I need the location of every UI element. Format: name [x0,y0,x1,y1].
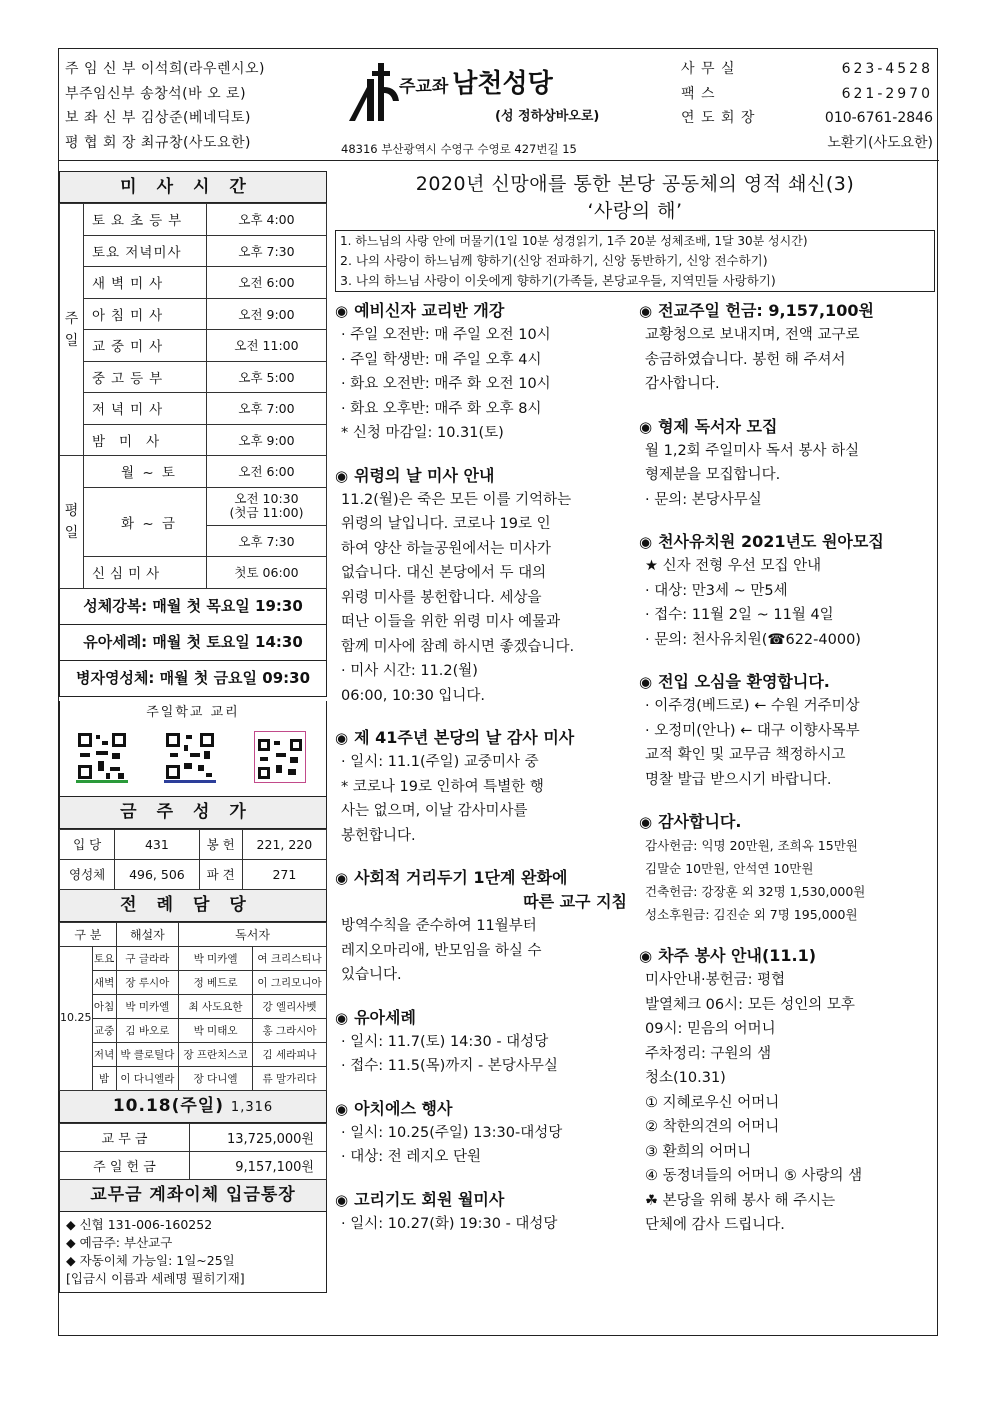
weekday-group-label: 평일 [60,456,84,589]
duty-commentator: 김 바오로 [116,1018,178,1042]
duty-reader: 류 말가리다 [253,1066,327,1090]
duty-commentator: 이 다니엘라 [116,1066,178,1090]
mass-name: 토요초등부 [84,204,207,236]
goal-item: 1. 하느님의 사랑 안에 머물기(1일 10분 성경읽기, 1주 20분 성체조배, 1달 30분 성시간) [340,234,808,248]
songs-title: 금주성가 [59,797,327,829]
duty-commentator: 장 루시아 [116,970,178,994]
notice-line: ① 지혜로우신 어머니 [645,1094,780,1111]
staff-line: 평 협 회 장 최규창(사도요한) [65,134,251,151]
duty-time: 밤 [92,1066,116,1090]
notice-title: 유아세례 [354,1007,416,1027]
contact-row [681,106,933,131]
song-label: 파 견 [199,859,242,889]
notice-line: · 일시: 11.7(토) 14:30 - 대성당 [341,1033,549,1050]
notice-item [335,1188,627,1237]
duty-time: 새벽 [92,970,116,994]
notice-item [639,944,931,1238]
notice-item [639,670,931,792]
parish-name [399,63,553,100]
notice-line: 함께 미사에 참례 하시면 좋겠습니다. [341,638,575,655]
table-row [60,361,327,393]
extra-sick-communion: 병자영성체: 매월 첫 금요일 09:30 [59,661,327,697]
mass-time: 첫토 06:00 [207,557,327,589]
notice-heading [639,670,931,694]
mass-time: 오전 6:00 [207,267,327,299]
bullet-icon: ◉ [639,417,653,436]
main-content [335,171,935,1233]
contact-label: 사 무 실 [681,61,736,77]
account-line: ◆ 자동이체 가능일: 1일~25일 [66,1252,235,1268]
notice-heading [639,810,931,834]
duty-commentator: 박 미카엘 [116,994,178,1018]
mass-time: 오전 6:00 [207,456,327,488]
notice-line: · 대상: 만3세 ~ 만5세 [645,582,788,599]
mass-name: 토요 저녁미사 [84,235,207,267]
notice-title: 감사합니다. [658,812,742,831]
song-label: 봉 헌 [199,829,242,859]
notice-line: 봉헌합니다. [341,827,416,844]
notice-line: ④ 동정녀들의 어머니 ⑤ 사랑의 샘 [645,1168,863,1184]
offering-title [59,1091,327,1123]
notice-title: 천사유치원 2021년도 원아모집 [658,532,884,551]
account-title: 교무금 계좌이체 입금통장 [59,1180,327,1212]
notice-line: ② 착한의견의 어머니 [645,1119,780,1135]
duty-commentator: 박 클로틸다 [116,1042,178,1066]
notice-title: 형제 독서자 모집 [658,416,778,436]
parish-logo-icon [345,57,401,123]
duty-reader: 강 엘리사벳 [253,994,327,1018]
duty-reader: 박 미카엘 [179,946,253,970]
staff-line: 주 임 신 부 이석희(라우렌시오) [65,61,266,77]
notice-body [335,488,627,709]
notice-line: 명찰 발급 받으시기 바랍니다. [645,771,832,788]
duty-reader: 홍 그라시아 [253,1018,327,1042]
bullet-icon: ◉ [335,1099,349,1118]
notice-title: 전입 오심을 환영합니다. [658,672,830,691]
header [59,49,939,161]
contact-name: 노환기(사도요한) [827,134,933,151]
notice-line: 위령 미사를 봉헌합니다. 세상을 [341,589,542,606]
notice-title: 고리기도 회원 월미사 [354,1189,505,1209]
account-line: [입금시 이름과 세례명 필히기재] [66,1270,245,1286]
notice-line: * 코로나 19로 인하여 특별한 행 [341,778,544,795]
duty-date: 10.25 [60,946,93,1090]
notice-heading [335,726,627,750]
song-value: 221, 220 [242,829,326,859]
contact-label: 연 도 회 장 [681,110,756,126]
table-row [60,829,327,859]
table-row [60,393,327,425]
extra-benediction: 성체강복: 매월 첫 목요일 19:30 [59,589,327,625]
table-row [60,1042,327,1066]
notice-body [335,1212,627,1237]
table-row [60,922,327,946]
notice-title: 위령의 날 미사 안내 [354,465,495,485]
duty-commentator: 구 글라라 [116,946,178,970]
notice-body [335,914,627,988]
notice-line: 교적 확인 및 교무금 책정하시고 [645,747,846,763]
notice-title-cont: 따른 교구 지침 [523,892,627,911]
duty-reader: 여 크리스티나 [253,946,327,970]
song-value: 431 [115,829,199,859]
notice-line: 건축헌금: 강장훈 외 32명 1,530,000원 [645,884,866,899]
notice-line: 발열체크 06시: 모든 성인의 모후 [645,996,855,1013]
notice-line: 미사안내·봉헌금: 평협 [645,972,786,988]
bullet-icon: ◉ [639,947,653,965]
mass-time: 오후 7:30 [207,235,327,267]
notice-line: · 접수: 11월 2일 ~ 11월 4일 [645,607,834,623]
notice-line: · 일시: 10.25(주일) 13:30-대성당 [341,1124,563,1141]
notice-body [639,439,931,513]
notice-line: ☘ 본당을 위해 봉사 해 주시는 [645,1192,836,1209]
notice-title: 제 41주년 본당의 날 감사 미사 [354,728,575,747]
notice-line: 떠난 이들을 위한 위령 미사 예물과 [341,614,561,630]
table-row [60,1123,327,1151]
mass-time: 오후 9:00 [207,424,327,456]
table-row [60,946,327,970]
notice-heading [335,1006,627,1030]
duty-time: 아침 [92,994,116,1018]
attendance-count: 1,316 [230,1099,274,1115]
mass-time: 오후 7:30 [207,525,327,557]
contact-value: 621-2970 [841,85,933,102]
notice-heading [335,464,627,488]
duty-reader: 정 베드로 [179,970,253,994]
notice-line: · 대상: 전 레지오 단원 [341,1149,481,1165]
notice-title: 전교주일 헌금: 9,157,100원 [658,301,874,320]
table-row [60,970,327,994]
notice-line: 교황청으로 보내지며, 전액 교구로 [645,327,860,343]
notice-item [335,726,627,848]
notice-heading [335,299,627,323]
table-row [60,235,327,267]
bullet-icon: ◉ [639,533,653,551]
table-row [60,424,327,456]
mass-time-line: 오전 10:30 [234,491,299,506]
duty-time: 저녁 [92,1042,116,1066]
notice-line: ③ 환희의 어머니 [645,1143,752,1160]
table-row [60,994,327,1018]
notice-heading [639,299,931,323]
contact-value: 623-4528 [841,61,933,77]
duty-reader: 김 세라피나 [253,1042,327,1066]
table-row [60,330,327,362]
mass-time: 오후 5:00 [207,361,327,393]
bullet-icon: ◉ [335,729,349,747]
notice-column-right [639,299,931,1256]
parish-prefix: 주교좌 [399,77,449,97]
mass-name: 월 ~ 토 [84,456,207,488]
table-row [60,859,327,889]
mass-name: 중고등부 [84,361,207,393]
sunday-group-label: 주일 [60,204,84,456]
notice-line: 11.2(월)은 죽은 모든 이를 기억하는 [341,491,572,508]
notice-line: 레지오마리애, 반모임을 하실 수 [341,942,542,959]
offering-date: 10.18(주일) [112,1095,224,1116]
notice-line: 없습니다. 대신 본당에서 두 대의 [341,565,547,581]
notice-line: · 일시: 11.1(주일) 교중미사 중 [341,754,539,770]
notice-body [335,323,627,446]
notice-line: 단체에 감사 드립니다. [645,1217,785,1233]
notice-heading [639,944,931,968]
table-row [60,1151,327,1179]
notice-item [639,810,931,926]
offering-label: 교 무 금 [60,1123,190,1151]
mass-time-line: (첫금 11:00) [229,505,304,520]
duty-time: 교중 [92,1018,116,1042]
notice-line: · 미사 시간: 11.2(월) [341,663,478,679]
notice-line: · 주일 학생반: 매 주일 오후 4시 [341,351,542,368]
contact-row [681,57,933,82]
mass-times-title: 미사시간 [59,171,327,203]
notice-line: 청소(10.31) [645,1070,726,1086]
notice-item [639,530,931,652]
song-label: 영성체 [60,859,115,889]
notice-line: * 신청 마감일: 10.31(토) [341,425,504,441]
parish-address: 48316 부산광역시 수영구 수영로 427번길 15 [341,142,577,156]
bullet-icon: ◉ [335,1190,349,1209]
offering-label: 주 일 헌 금 [60,1151,190,1179]
qr-code-icon[interactable] [164,731,216,783]
notice-body [335,1121,627,1170]
notice-body [639,694,931,792]
mass-time: 오전 9:00 [207,298,327,330]
notice-body [639,554,931,652]
staff-list [65,57,327,155]
table-row [60,557,327,589]
duty-reader: 이 그리모니아 [253,970,327,994]
notice-title: 사회적 거리두기 1단계 완화에 [354,868,568,887]
notice-line: 위령의 날입니다. 코로나 19로 인 [341,516,551,532]
bullet-icon: ◉ [335,869,349,887]
table-row [60,267,327,299]
offering-value: 13,725,000원 [190,1123,327,1151]
table-row [60,204,327,236]
mass-time: 오후 7:00 [207,393,327,425]
notice-line: 송금하였습니다. 봉헌 해 주셔서 [645,351,846,368]
bullet-icon: ◉ [335,1008,349,1027]
left-column [59,171,327,1293]
goal-item: 2. 나의 사랑이 하느님께 향하기(신앙 전파하기, 신앙 동반하기, 신앙 전수하기) [340,253,768,268]
account-line: ◆ 예금주: 부산교구 [66,1234,173,1250]
notice-line: 있습니다. [341,967,402,983]
notice-line: · 문의: 본당사무실 [645,491,762,508]
notice-line: 방역수칙을 준수하여 11월부터 [341,918,537,934]
qr-code-icon[interactable] [76,731,128,783]
notice-line: 주차정리: 구원의 샘 [645,1045,772,1062]
main-title-line: 2020년 신망애를 통한 본당 공동체의 영적 쇄신(3) [415,173,855,195]
notice-line: ★ 신자 전형 우선 모집 안내 [645,558,822,574]
notice-item [335,1006,627,1079]
notice-line: · 주일 오전반: 매 주일 오전 10시 [341,327,551,343]
contact-label: 팩 스 [681,85,716,102]
notice-item [335,299,627,446]
mass-time: 오전 11:00 [207,330,327,362]
song-label: 입 당 [60,829,115,859]
duty-time: 토요 [92,946,116,970]
mass-name: 신심미사 [84,557,207,589]
notice-line: · 일시: 10.27(화) 19:30 - 대성당 [341,1215,558,1232]
notice-line: · 오정미(안나) ← 대구 이향사목부 [645,722,860,739]
notice-item [639,299,931,397]
notice-line: · 문의: 천사유치원(☎622-4000) [645,631,861,648]
qr-code-icon[interactable] [254,731,306,783]
liturgy-duty-title: 전례담당 [59,890,327,922]
bullet-icon: ◉ [335,466,349,485]
contact-value: 010-6761-2846 [824,110,933,126]
duty-reader: 장 프란치스코 [179,1042,253,1066]
table-row [60,487,327,525]
song-value: 271 [242,859,326,889]
notice-line: 하여 양산 하늘공원에서는 미사가 [341,540,551,557]
offering-value: 9,157,100원 [190,1151,327,1179]
notice-line: 06:00, 10:30 입니다. [341,687,486,704]
mass-name: 화 ~ 금 [84,487,207,557]
notice-heading [335,1097,627,1121]
notice-heading [639,415,931,439]
goals-box [335,230,935,292]
duty-reader: 장 다니엘 [179,1066,253,1090]
account-info [59,1212,327,1293]
mass-name: 밤미사 [84,424,207,456]
bullet-icon: ◉ [335,302,349,320]
mass-time: 오후 4:00 [207,204,327,236]
liturgy-duty-table [59,922,327,1091]
mass-name: 아침미사 [84,298,207,330]
staff-line: 보 좌 신 부 김상준(베네딕토) [65,110,251,126]
qr-section [59,701,327,797]
notice-heading [335,1188,627,1212]
notice-title: 차주 봉사 안내(11.1) [658,946,817,965]
main-title-line: ‘사랑의 해’ [587,200,683,222]
notice-title: 예비신자 교리반 개강 [354,301,505,320]
contact-row [681,82,933,107]
notice-line: 월 1,2회 주일미사 독서 봉사 하실 [645,442,860,459]
column-header: 해설자 [116,922,178,946]
notice-line: · 화요 오후반: 매주 화 오후 8시 [341,400,542,417]
staff-line: 부주임신부 송창석(바 오 로) [65,85,247,102]
notice-line: 김말순 10만원, 안석연 10만원 [645,861,814,876]
table-row [60,298,327,330]
notice-item [335,866,627,988]
bullet-icon: ◉ [639,302,653,320]
table-row [60,1066,327,1090]
duty-reader: 박 미태오 [179,1018,253,1042]
notice-line: · 이주경(베드로) ← 수원 거주미상 [645,698,860,714]
notice-line: 사는 없으며, 이날 감사미사를 [341,803,528,819]
extra-infant-baptism: 유아세례: 매월 첫 토요일 14:30 [59,625,327,661]
notice-title: 아치에스 행사 [354,1098,453,1118]
notice-line: 형제분을 모집합니다. [645,467,781,483]
mass-name: 새벽미사 [84,267,207,299]
main-title [335,171,935,225]
notice-item [335,464,627,709]
parish-patron: (성 정하상바오로) [495,109,600,124]
contact-info [681,57,933,155]
column-header: 독서자 [179,922,327,946]
table-row [60,456,327,488]
goal-item: 3. 나의 하느님 사랑이 이웃에게 향하기(가족들, 본당교우들, 지역민들 사랑하기) [340,273,776,288]
notice-item [335,1097,627,1170]
mass-name: 교중미사 [84,330,207,362]
notice-column-left [335,299,627,1254]
songs-table [59,829,327,890]
notice-body [639,834,931,926]
notice-line: · 접수: 11.5(목)까지 - 본당사무실 [341,1058,558,1074]
mass-time [207,487,327,525]
notice-body [335,1030,627,1079]
qr-title: 주일학교 교리 [146,704,240,720]
mass-name: 저녁미사 [84,393,207,425]
bullet-icon: ◉ [639,813,653,831]
notice-body [639,323,931,397]
bullet-icon: ◉ [639,673,653,691]
notice-line: 성소후원금: 김진순 외 7명 195,000원 [645,907,858,922]
notice-line: 감사헌금: 익명 20만원, 조희옥 15만원 [645,838,858,853]
mass-times-table [59,203,327,589]
song-value: 496, 506 [115,859,199,889]
account-line: ◆ 신협 131-006-160252 [66,1216,213,1232]
duty-reader: 최 사도요한 [179,994,253,1018]
bulletin-page [58,48,938,1336]
notice-line: · 화요 오전반: 매주 화 오전 10시 [341,376,551,392]
notice-heading [639,530,931,554]
table-row [60,1018,327,1042]
notice-body [639,968,931,1238]
offering-table [59,1123,327,1180]
parish-title: 남천성당 [452,69,553,99]
notice-line: 09시: 믿음의 어머니 [645,1021,776,1037]
notice-heading [335,866,627,890]
notice-line: 감사합니다. [645,376,720,392]
notice-item [639,415,931,513]
column-header: 구 분 [60,922,117,946]
notice-body [335,750,627,848]
